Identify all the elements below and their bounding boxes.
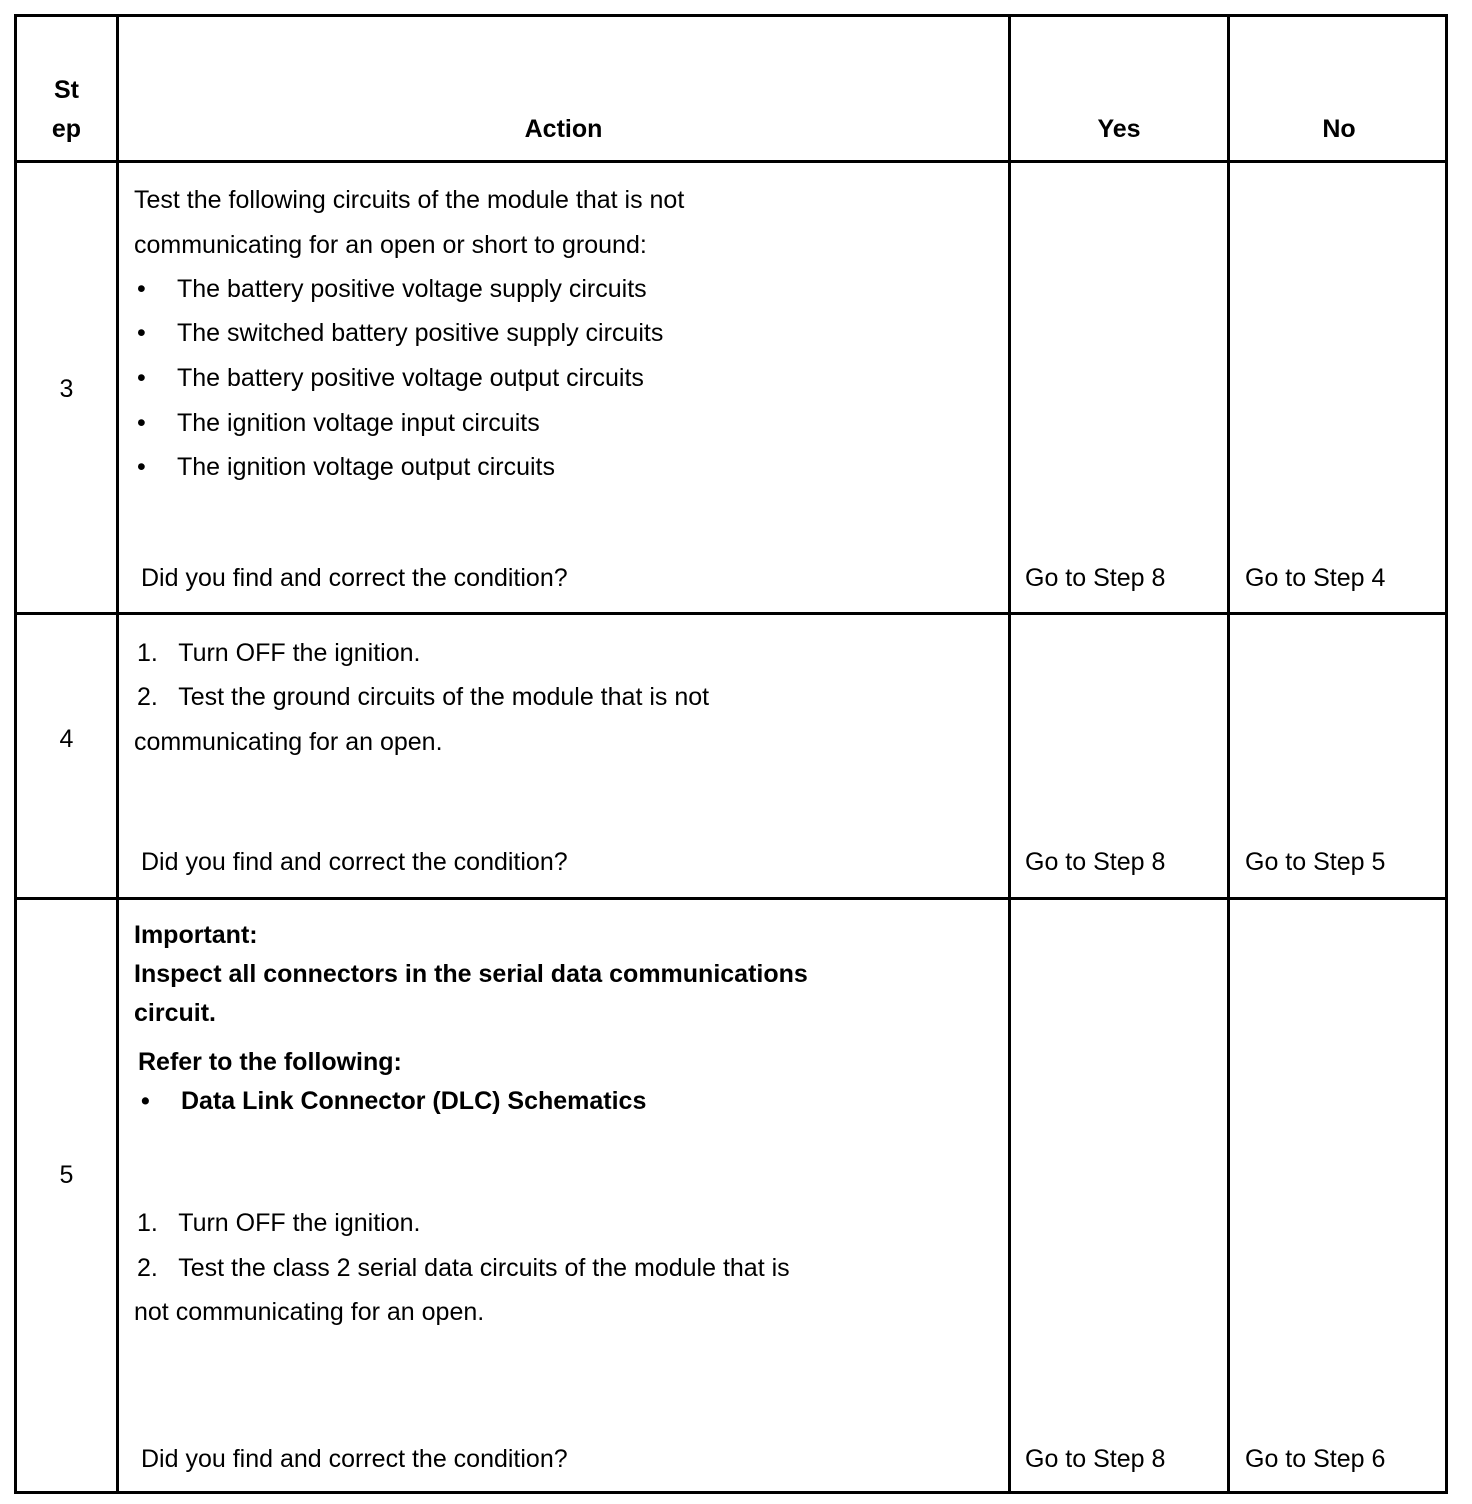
bullet-text: The ignition voltage input circuits [177,409,540,437]
bullet-glyph: • [137,409,146,437]
important-label: Important: [134,921,258,949]
column-divider [1008,17,1011,1491]
important-text: circuit. [134,999,216,1027]
step-number: 4 [59,725,74,753]
bullet-glyph: • [137,319,146,347]
yes-action: Go to Step 8 [1025,1445,1166,1473]
no-action: Go to Step 4 [1245,564,1386,592]
important-text: Inspect all connectors in the serial data communications [134,960,808,988]
bullet-text: The battery positive voltage supply circuits [177,275,647,303]
header-step-line1: St [54,76,79,104]
action-text: 2. Test the class 2 serial data circuits of the module that is [137,1254,790,1282]
bullet-glyph: • [137,453,146,481]
refer-link[interactable]: Data Link Connector (DLC) Schematics [181,1087,647,1115]
header-yes: Yes [1097,115,1141,143]
bullet-text: The switched battery positive supply circuits [177,319,664,347]
step-number: 5 [59,1161,74,1189]
no-action: Go to Step 5 [1245,848,1386,876]
bullet-glyph: • [141,1087,150,1115]
yes-action: Go to Step 8 [1025,848,1166,876]
bullet-glyph: • [137,364,146,392]
question-text: Did you find and correct the condition? [141,848,568,876]
bullet-text: The battery positive voltage output circuits [177,364,644,392]
step-number: 3 [59,375,74,403]
bullet-glyph: • [137,275,146,303]
row-divider [17,160,1445,163]
action-text: communicating for an open or short to ground: [134,231,647,259]
action-text: communicating for an open. [134,728,443,756]
diagnostic-table [14,14,1448,1494]
action-text: 2. Test the ground circuits of the module that is not [137,683,710,711]
action-text: not communicating for an open. [134,1298,485,1326]
row-divider [17,897,1445,900]
header-action: Action [524,115,603,143]
refer-text: Refer to the following: [138,1048,402,1076]
no-action: Go to Step 6 [1245,1445,1386,1473]
question-text: Did you find and correct the condition? [141,564,568,592]
column-divider [116,17,119,1491]
yes-action: Go to Step 8 [1025,564,1166,592]
header-no: No [1322,115,1356,143]
bullet-text: The ignition voltage output circuits [177,453,555,481]
action-text: 1. Turn OFF the ignition. [137,639,421,667]
row-divider [17,612,1445,615]
question-text: Did you find and correct the condition? [141,1445,568,1473]
action-text: 1. Turn OFF the ignition. [137,1209,421,1237]
action-text: Test the following circuits of the module that is not [134,186,685,214]
column-divider [1227,17,1230,1491]
header-step-line2: ep [51,115,82,143]
